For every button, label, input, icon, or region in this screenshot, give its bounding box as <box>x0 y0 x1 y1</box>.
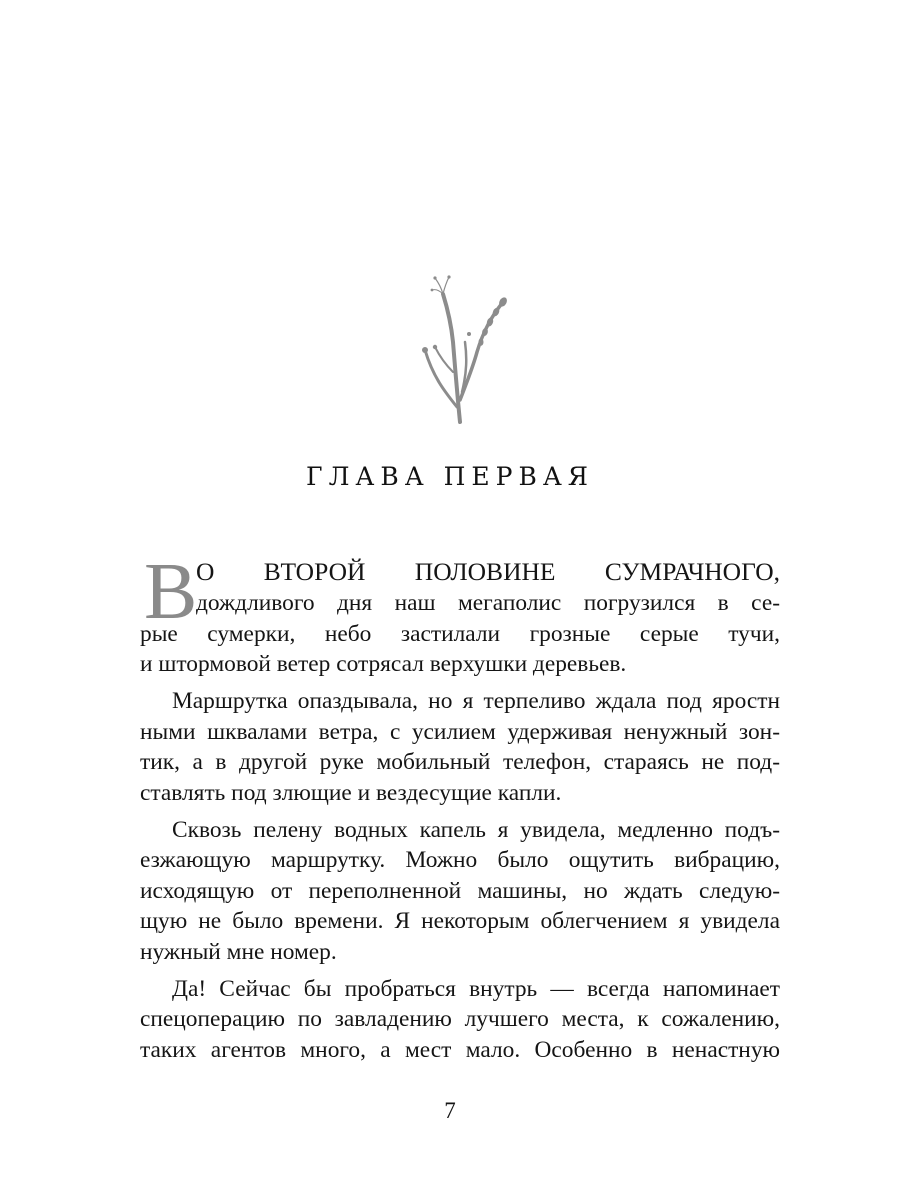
text-line: исходящую от переполненной машины, но ждать следую- <box>140 877 780 904</box>
paragraph <box>140 815 780 968</box>
flower-sprig-icon <box>405 272 515 432</box>
text-line: спецоперацию по завладению лучшего места, к сожалению, <box>140 1006 780 1032</box>
paragraph <box>140 686 780 808</box>
paragraph <box>140 974 780 1066</box>
text-line: Маршрутка опаздывала, но я терпеливо ждала под яростн <box>172 688 780 714</box>
paragraph <box>140 548 780 680</box>
text-line: и штормовой ветер сотрясал верхушки деревьев. <box>140 651 627 677</box>
text-line: нужный мне номер. <box>140 938 337 965</box>
chapter-body <box>140 548 780 1065</box>
text-line: ными шквалами ветра, с усилием удерживая ненужный зон- <box>140 718 780 745</box>
text-line: Да! Сейчас бы пробраться внутрь — всегда напоминает <box>172 975 780 1002</box>
drop-cap: В <box>144 548 198 636</box>
text-line: езжающую маршрутку. Можно было ощутить вибрацию, <box>140 847 780 873</box>
text-line: дождливого дня наш мегаполис погрузился в се- <box>196 590 780 616</box>
text-line: О ВТОРОЙ ПОЛОВИНЕ СУМРАЧНОГО, <box>196 557 780 586</box>
text-line: таких агентов много, а мест мало. Особенно в ненастную <box>140 1036 780 1063</box>
chapter-title: ГЛАВА ПЕРВАЯ <box>306 462 594 491</box>
text-line: рые сумерки, небо застилали грозные серые тучи, <box>140 620 780 647</box>
text-line: тик, а в другой руке мобильный телефон, стараясь не под- <box>140 749 780 775</box>
text-line: Сквозь пелену водных капель я увидела, медленно подъ- <box>172 816 780 843</box>
text-line: ставлять под злющие и вездесущие капли. <box>140 779 562 806</box>
text-line: щую не было времени. Я некоторым облегчением я увидела <box>140 908 780 934</box>
page-number: 7 <box>444 1098 456 1123</box>
